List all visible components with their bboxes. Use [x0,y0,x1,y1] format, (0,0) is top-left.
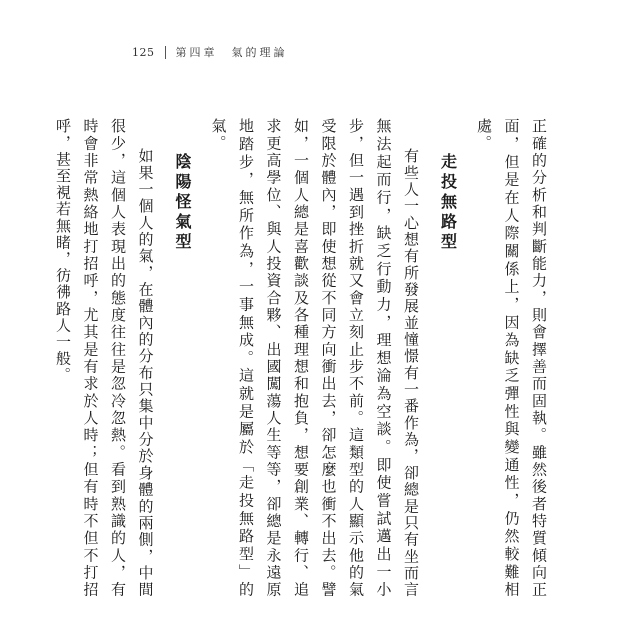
page-number: 125 [132,45,155,59]
section-heading-2: 陰陽怪氣型 [173,153,192,254]
continued-paragraph: 正確的分析和判斷能力，則會擇善而固執。雖然後者特質傾向正面，但是在人際關係上，因為缺乏彈性與變通性，仍然較難相處。 [475,118,548,598]
header-divider [165,46,166,59]
page-header [132,44,288,60]
section-heading-1: 走投無路型 [438,153,458,254]
section-paragraph-2: 如果一個人的氣，在體內的分布只集中分於身體的兩側，中間很少，這個人表現出的態度往往是忽冷忽熱。看到熟識的人，有時會非常熱絡地打招呼，尤其是有求於人時；但有時不但不打招呼，甚至視若無睹，彷彿路人一般。 [54,118,155,598]
section-paragraph-1: 有些人一心想有所發展並憧憬有一番作為，卻總是只有坐而言無法起而行，缺乏行動力，理想淪為空談。即使嘗試邁出一小步，但一遇到挫折就又會立刻止步不前。這類型的人顯示他的氣受限於體內，即使想從不同方向衝出去，卻怎麼也衝不出去。譬如，一個人總是喜歡談及各種理想和抱負，想要創業、轉行、追求更高學位、與人投資合夥、出國闖蕩人生等等，卻總是永遠原地踏步，無所作為，一事無成。這就是屬於「走投無路型」的氣。 [209,118,420,598]
body-text [49,118,553,598]
chapter-title: 第四章 氣的理論 [175,46,288,59]
